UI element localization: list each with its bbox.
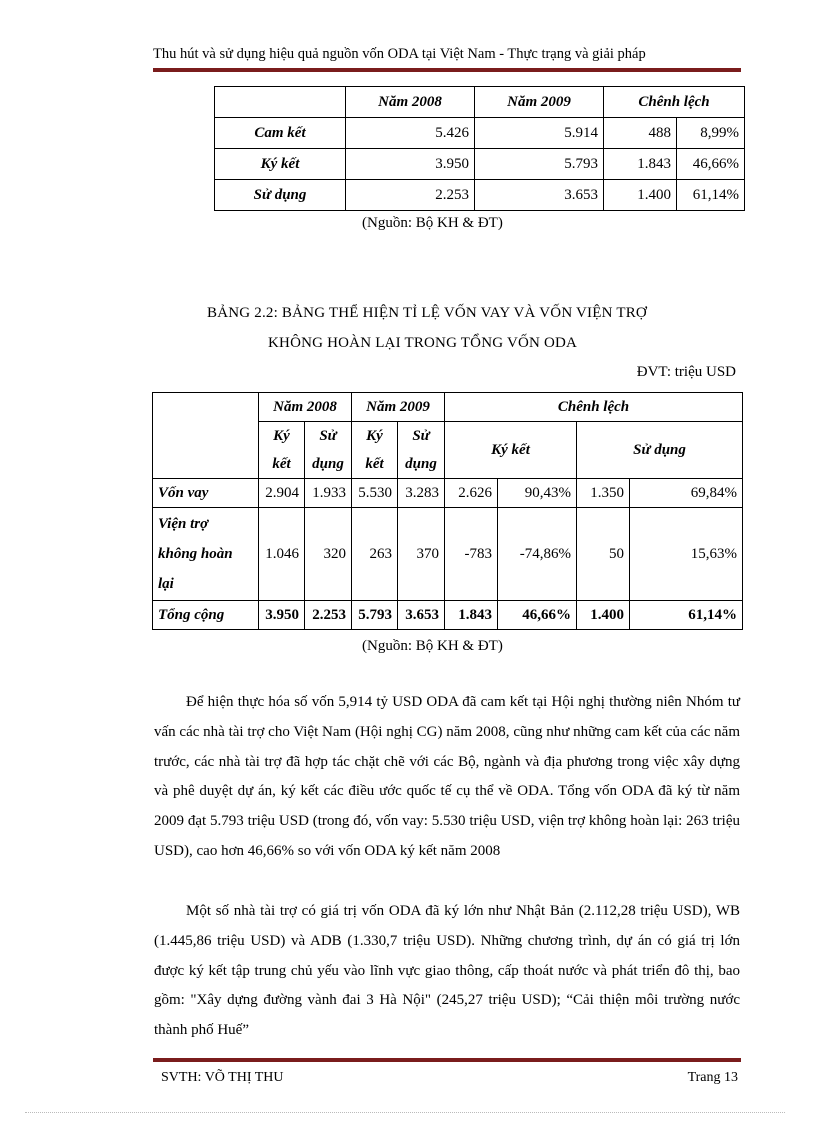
oda-summary-table — [214, 86, 745, 211]
table-cell: 1.843 — [445, 601, 498, 630]
row-label — [153, 508, 259, 601]
table-cell: 1.843 — [604, 149, 677, 180]
table-cell: 370 — [398, 508, 445, 601]
subheader-text: Ký — [366, 428, 383, 444]
table-row — [215, 180, 745, 211]
table-cell: 488 — [604, 118, 677, 149]
table-row — [153, 508, 743, 601]
table-cell: 61,14% — [630, 601, 743, 630]
row-label-line: lại — [158, 576, 174, 592]
table-cell: 1.400 — [577, 601, 630, 630]
table-total-row — [153, 601, 743, 630]
table-row — [215, 149, 745, 180]
table-cell: 1.046 — [259, 508, 305, 601]
table-corner-cell — [215, 87, 346, 118]
subheader-text: kết — [272, 456, 291, 472]
table-cell: 2.253 — [346, 180, 475, 211]
table-cell: 1.400 — [604, 180, 677, 211]
table-cell: 15,63% — [630, 508, 743, 601]
table-cell: 5.793 — [475, 149, 604, 180]
row-label-line: Viện trợ — [158, 516, 209, 532]
row-label: Cam kết — [215, 118, 346, 149]
subheader-text: Sử — [412, 428, 430, 444]
table-cell: 3.950 — [346, 149, 475, 180]
column-header: Năm 2008 — [259, 393, 352, 422]
header-rule — [153, 68, 741, 72]
table-cell: 263 — [352, 508, 398, 601]
table-cell: 5.426 — [346, 118, 475, 149]
subheader-cell — [259, 422, 305, 479]
table-source: (Nguồn: Bộ KH & ĐT) — [362, 638, 503, 654]
column-header: Năm 2008 — [346, 87, 475, 118]
table-cell: -74,86% — [498, 508, 577, 601]
table-cell: 50 — [577, 508, 630, 601]
subheader-text: kết — [365, 456, 384, 472]
table-source: (Nguồn: Bộ KH & ĐT) — [362, 215, 503, 231]
table-cell: 2.626 — [445, 479, 498, 508]
table-cell: 2.253 — [305, 601, 352, 630]
footer-rule — [153, 1058, 741, 1062]
subheader-text: Sử — [319, 428, 337, 444]
table-header-row — [153, 393, 743, 422]
subheader-cell: Ký kết — [445, 422, 577, 479]
row-label: Tổng cộng — [153, 601, 259, 630]
subheader-cell — [305, 422, 352, 479]
table-cell: 2.904 — [259, 479, 305, 508]
table-cell: 1.933 — [305, 479, 352, 508]
row-label: Vốn vay — [153, 479, 259, 508]
subheader-cell — [352, 422, 398, 479]
table-cell: 3.653 — [475, 180, 604, 211]
table-title-line-1: BẢNG 2.2: BẢNG THỂ HIỆN TỈ LỆ VỐN VAY VÀ VỐN VIỆN TRỢ — [207, 305, 647, 321]
row-label: Sử dụng — [215, 180, 346, 211]
table-cell: 320 — [305, 508, 352, 601]
table-cell: -783 — [445, 508, 498, 601]
table-cell: 3.283 — [398, 479, 445, 508]
unit-label: ĐVT: triệu USD — [636, 364, 736, 380]
table-cell: 8,99% — [677, 118, 745, 149]
page-header: Thu hút và sử dụng hiệu quả nguồn vốn ODA tại Việt Nam - Thực trạng và giải pháp — [153, 46, 646, 62]
row-label-line: không hoàn — [158, 546, 233, 562]
footer-author: SVTH: VÕ THỊ THU — [161, 1070, 284, 1085]
table-cell: 1.350 — [577, 479, 630, 508]
table-cell: 3.653 — [398, 601, 445, 630]
subheader-text: Ký — [273, 428, 290, 444]
row-label: Ký kết — [215, 149, 346, 180]
body-paragraph: Để hiện thực hóa số vốn 5,914 tỷ USD ODA đã cam kết tại Hội nghị thường niên Nhóm tư vấn các nhà tài trợ cho Việt Nam (Hội nghị CG) năm 2008, cũng như những cam kết của các năm trước, các nhà tài trợ đã hợp tác chặt chẽ với các Bộ, ngành và địa phương trong việc xây dựng và phê duyệt dự án, ký kết các điều ước quốc tế cụ thể về ODA. Tổng vốn ODA đã ký từ năm 2009 đạt 5.793 triệu USD (trong đó, vốn vay: 5.530 triệu USD, viện trợ không hoàn lại: 263 triệu USD), cao hơn 46,66% so với vốn ODA ký kết năm 2008 — [154, 694, 740, 859]
table-cell: 46,66% — [498, 601, 577, 630]
table-row — [153, 479, 743, 508]
subheader-cell: Sử dụng — [577, 422, 743, 479]
footer-page-number: Trang 13 — [687, 1070, 738, 1085]
table-row — [215, 118, 745, 149]
table-cell: 46,66% — [677, 149, 745, 180]
table-title-line-2: KHÔNG HOÀN LẠI TRONG TỔNG VỐN ODA — [268, 335, 578, 351]
table-cell: 69,84% — [630, 479, 743, 508]
table-cell: 5.914 — [475, 118, 604, 149]
table-cell: 90,43% — [498, 479, 577, 508]
table-cell: 5.793 — [352, 601, 398, 630]
column-header: Năm 2009 — [475, 87, 604, 118]
body-paragraph: Một số nhà tài trợ có giá trị vốn ODA đã ký lớn như Nhật Bản (2.112,28 triệu USD), WB (1.445,86 triệu USD) và ADB (1.330,7 triệu USD). Những chương trình, dự án có giá trị lớn được ký kết tập trung chủ yếu vào lĩnh vực giao thông, cấp thoát nước và phát triển đô thị, bao gồm: "Xây dựng đường vành đai 3 Hà Nội" (245,27 triệu USD); “Cải thiện môi trường nước thành phố Huế” — [154, 903, 740, 1039]
loan-grant-table — [152, 392, 743, 630]
page-edge-divider — [25, 1112, 785, 1113]
table-cell: 61,14% — [677, 180, 745, 211]
table-header-row — [215, 87, 745, 118]
column-header: Chênh lệch — [604, 87, 745, 118]
column-header: Chênh lệch — [445, 393, 743, 422]
table-corner-cell — [153, 393, 259, 479]
subheader-text: dụng — [405, 456, 437, 472]
subheader-cell — [398, 422, 445, 479]
subheader-text: dụng — [312, 456, 344, 472]
table-cell: 5.530 — [352, 479, 398, 508]
table-cell: 3.950 — [259, 601, 305, 630]
column-header: Năm 2009 — [352, 393, 445, 422]
